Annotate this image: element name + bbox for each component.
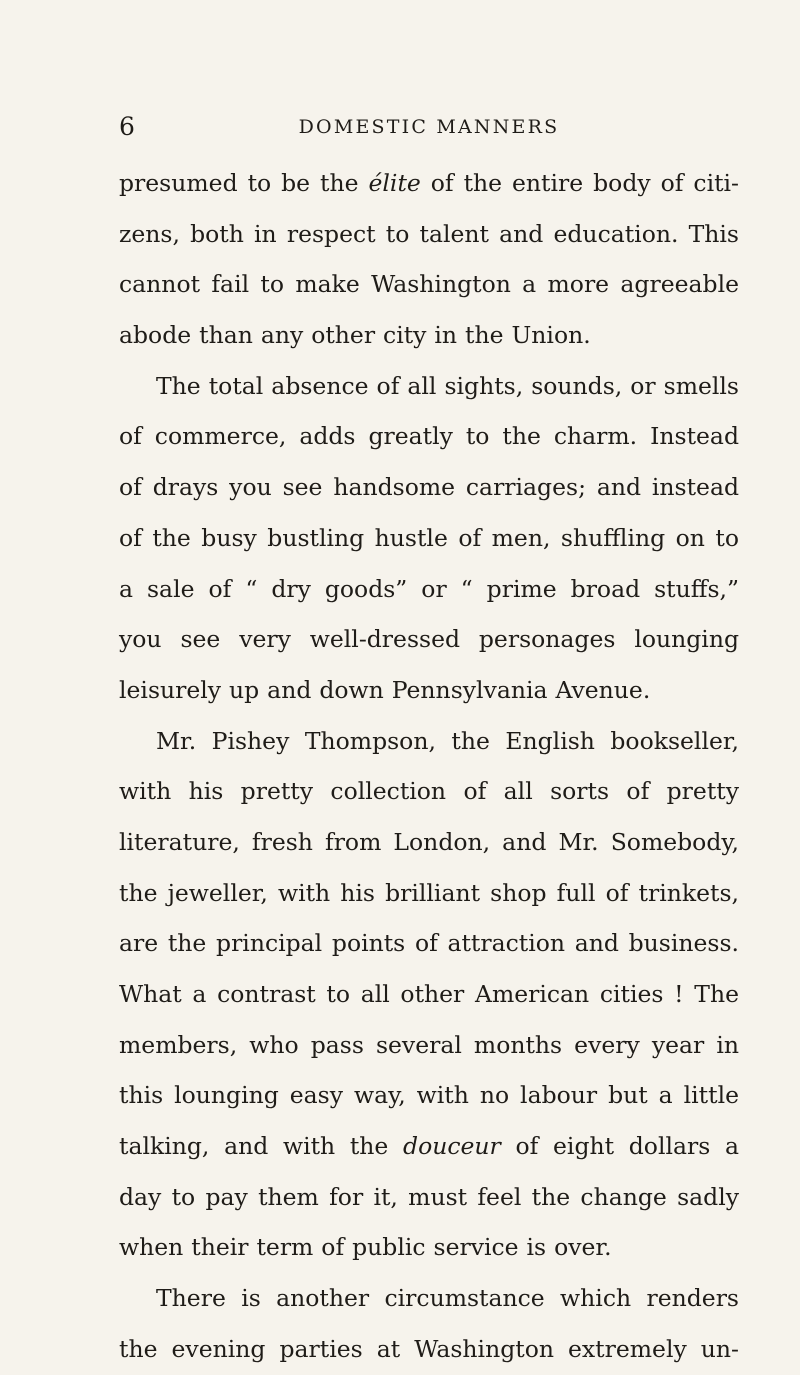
text-line: are the principal points of attraction and business. [119,929,739,958]
text-line: abode than any other city in the Union. [119,321,591,350]
text-line: a sale of “ dry goods” or “ prime broad stuffs,” [119,574,739,603]
page-header [119,112,739,142]
text-line: talking, and with the douceur of eight dollars a [119,1132,739,1161]
text-line: Mr. Pishey Thompson, the English bookseller, [156,726,739,755]
text-line: you see very well-dressed personages lounging [119,625,739,654]
text-line: of drays you see handsome carriages; and instead [119,473,739,502]
text-line: members, who pass several months every year in [119,1030,739,1059]
text-line: presumed to be the élite of the entire body of citi- [119,169,739,197]
text-line: zens, both in respect to talent and education. This [119,219,739,248]
body-text [119,158,739,1375]
page-number: 6 [119,112,135,141]
text-line: leisurely up and down Pennsylvania Avenue. [119,675,651,704]
text-line: when their term of public service is over. [119,1233,612,1262]
text-line: the evening parties at Washington extremely un- [119,1334,739,1363]
text-line: The total absence of all sights, sounds, or smells [156,371,739,400]
text-line: cannot fail to make Washington a more agreeable [119,270,739,299]
text-line: literature, fresh from London, and Mr. Somebody, [119,827,739,856]
text-line: this lounging easy way, with no labour but a little [119,1081,739,1110]
text-line: There is another circumstance which renders [156,1284,739,1313]
text-line: of the busy bustling hustle of men, shuffling on to [119,523,739,552]
text-line: day to pay them for it, must feel the change sadly [119,1182,739,1211]
running-title: DOMESTIC MANNERS [298,116,560,138]
text-line: with his pretty collection of all sorts of pretty [119,777,739,806]
text-line: of commerce, adds greatly to the charm. Instead [119,422,739,451]
text-line: What a contrast to all other American cities ! The [119,980,739,1008]
text-line: the jeweller, with his brilliant shop full of trinkets, [119,878,739,907]
